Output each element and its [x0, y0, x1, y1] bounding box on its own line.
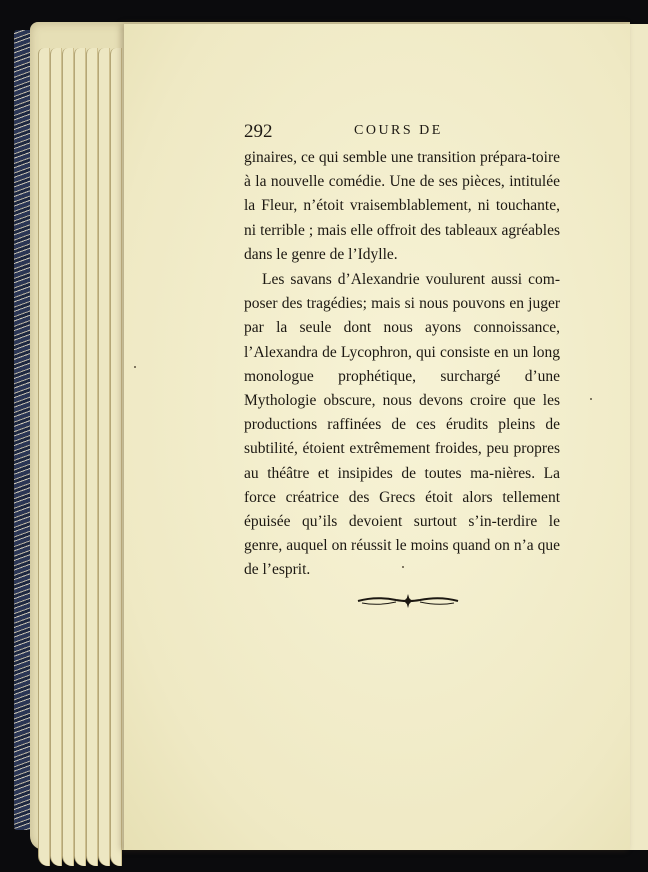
paper-speck: [402, 566, 404, 568]
page-edge: [110, 48, 122, 866]
page-edge: [74, 48, 86, 866]
fleuron-ornament-icon: [356, 592, 460, 610]
paper-speck: [590, 398, 592, 400]
page-header: [244, 121, 560, 143]
page-edge: [86, 48, 98, 866]
page-edge: [38, 48, 50, 866]
paragraph: [244, 146, 560, 267]
page-number: 292: [244, 121, 273, 142]
facing-page-edge: [628, 24, 648, 850]
paragraph-text: ginaires, ce qui semble une transition prépara-toire à la nouvelle comédie. Une de ses pièces, intitulée la Fleur, n’étoit vraisemblablement, ni touchante, ni terrible ; mais elle offroit des tableaux agréables dans le genre de l’Idylle.: [244, 149, 560, 263]
page-edge: [50, 48, 62, 866]
paragraph: [244, 268, 560, 583]
page-edge: [98, 48, 110, 866]
paper-speck: [134, 366, 136, 368]
paragraph-text: Les savans d’Alexandrie voulurent aussi com-poser des tragédies; mais si nous pouvons en juger par la seule dont nous ayons connoissance, l’Alexandra de Lycophron, qui consiste en un long monologue prophétique, surchargé d’une Mythologie obscure, nous devons croire que les productions raffinées de ces érudits pleins de subtilité, étoient extrêmement froides, peu propres au théâtre et insipides de toutes ma-nières. La force créatrice des Grecs étoit alors tellement épuisée qu’ils devoient surtout s’in-terdire le genre, auquel on réussit le moins quand on n’a que de l’esprit.: [244, 271, 560, 579]
running-head: COURS DE: [354, 123, 443, 138]
page-edge: [62, 48, 74, 866]
